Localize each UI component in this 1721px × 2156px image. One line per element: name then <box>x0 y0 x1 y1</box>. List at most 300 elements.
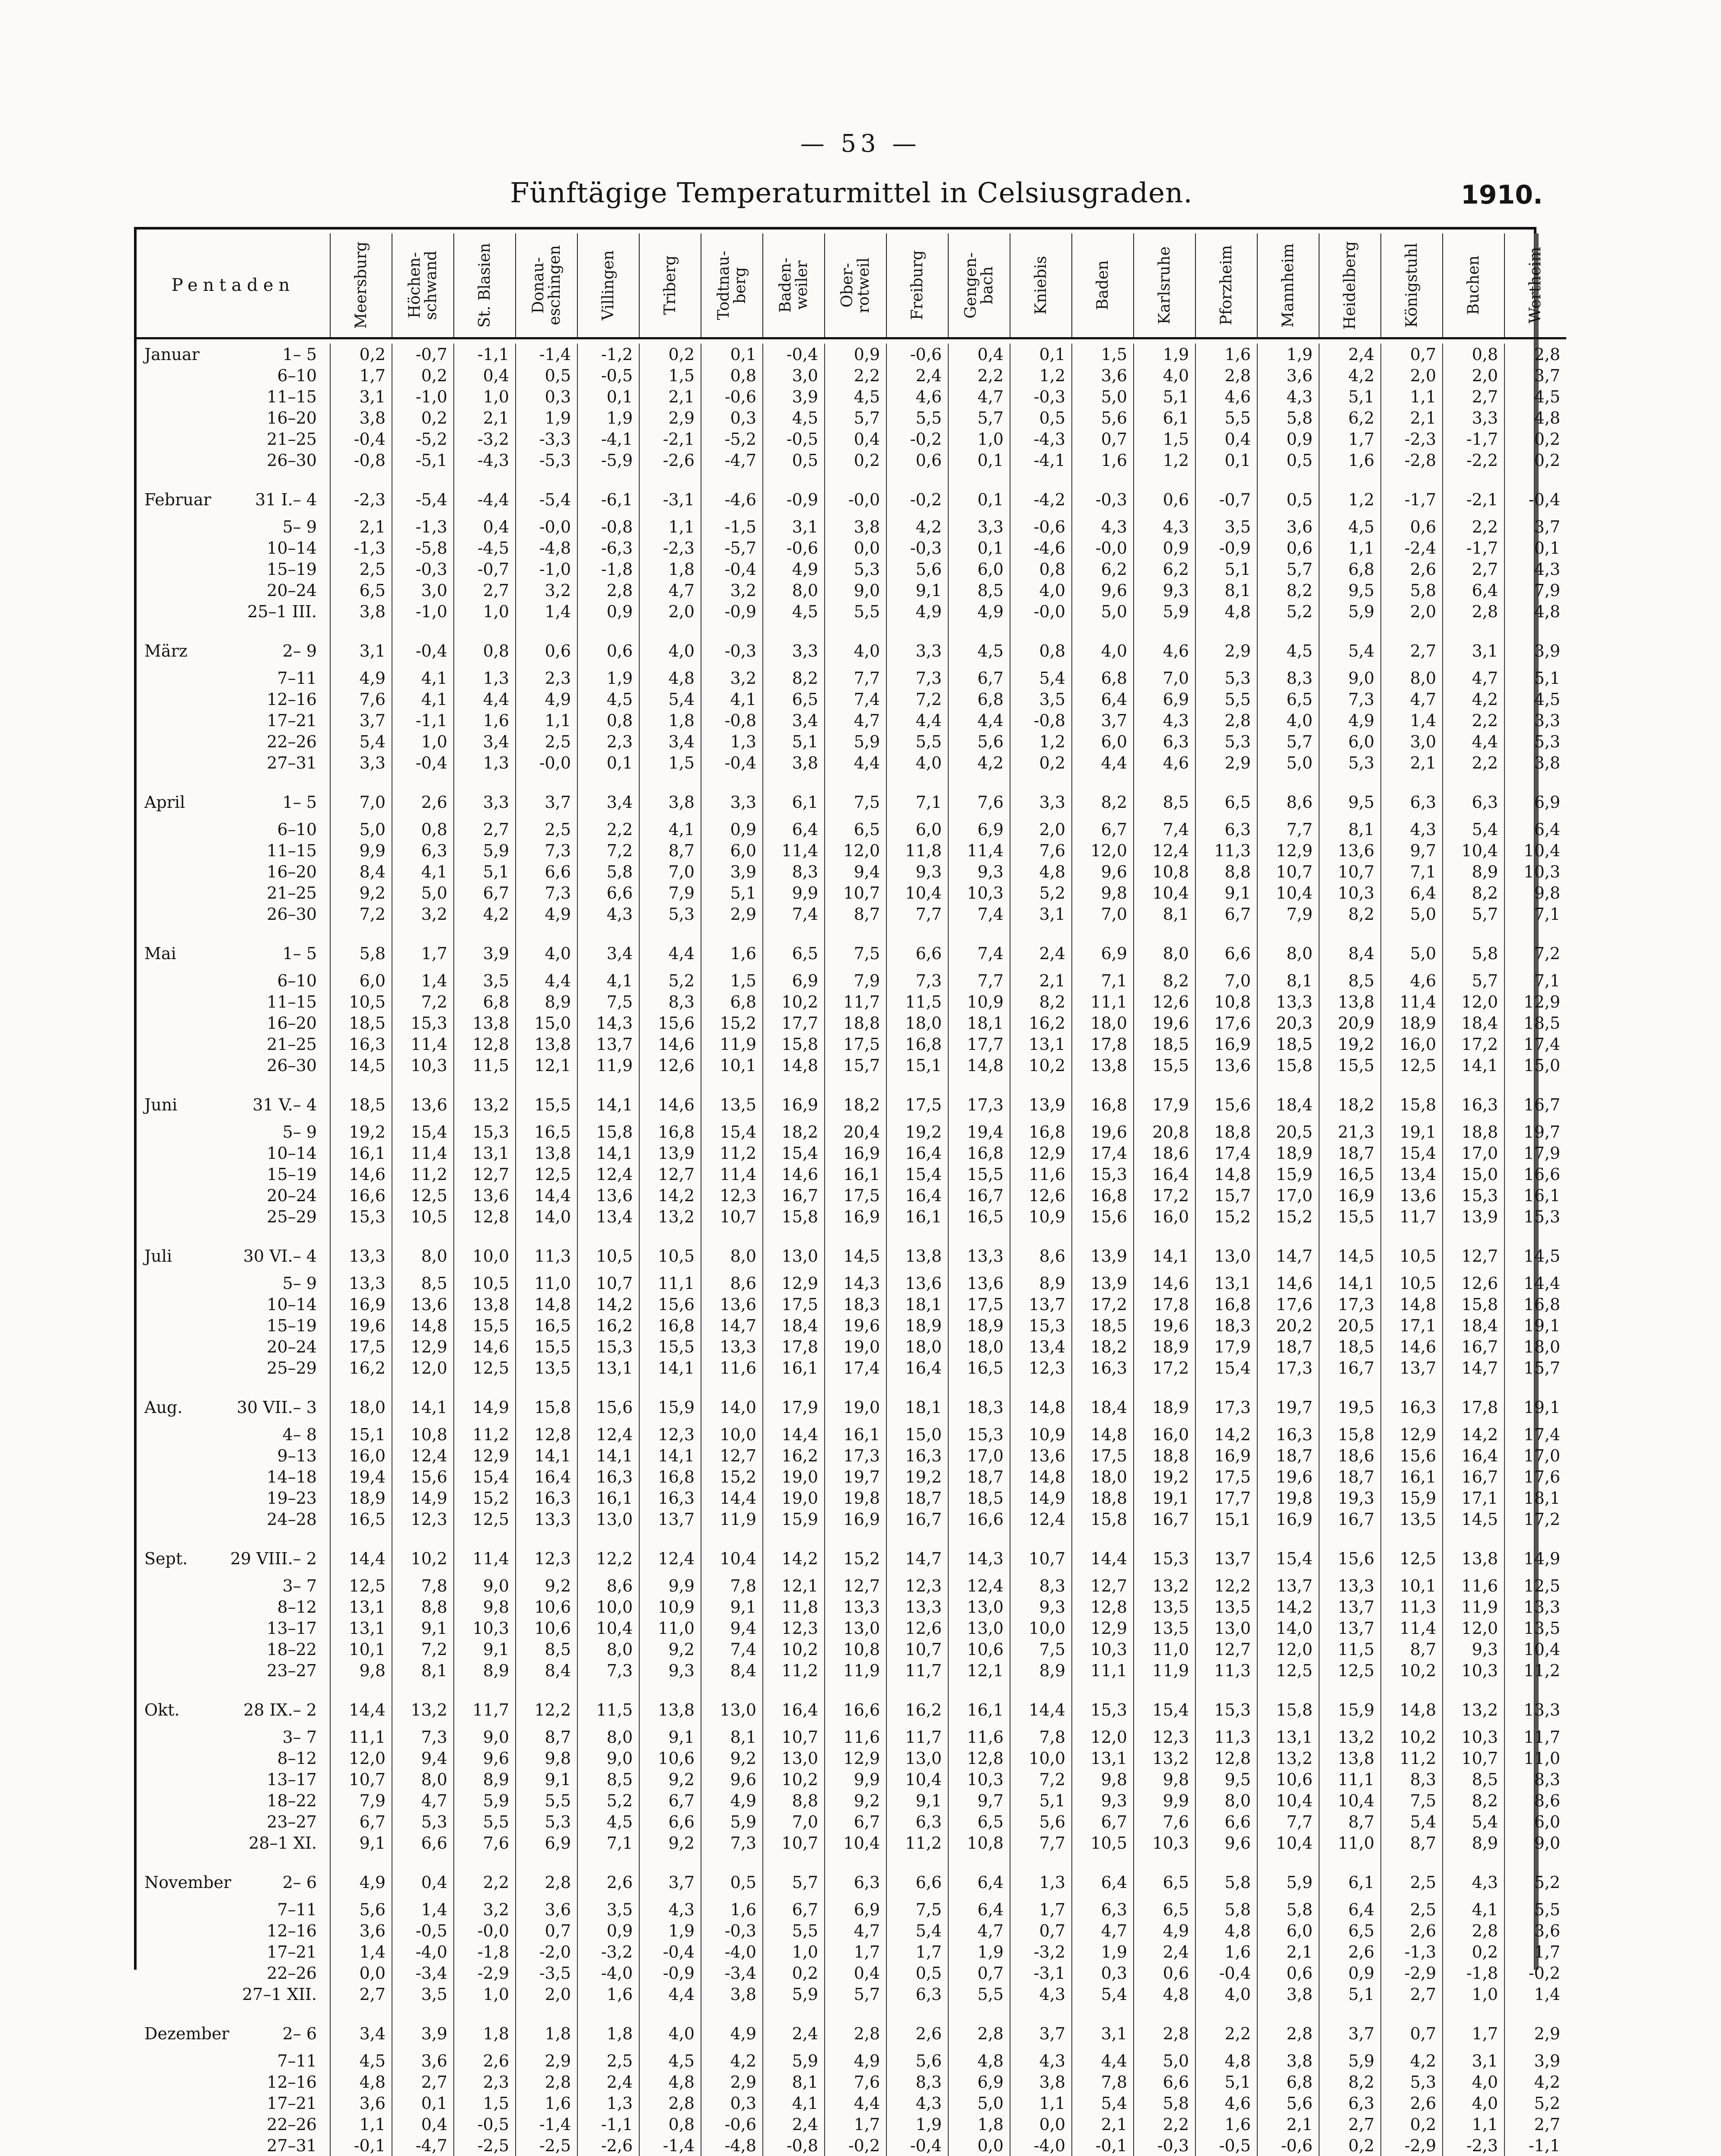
temperature-cell: 18,8 <box>1134 1445 1195 1466</box>
temperature-cell: 17,7 <box>1195 1487 1257 1509</box>
temperature-cell: 14,8 <box>1381 1294 1443 1315</box>
temperature-cell: 5,0 <box>1134 2050 1195 2071</box>
table-row <box>137 1445 1566 1466</box>
pentad-label <box>137 710 330 731</box>
temperature-cell: 1,7 <box>1504 1941 1566 1962</box>
pentad-label <box>137 516 330 537</box>
temperature-cell: 20,2 <box>1257 1315 1319 1336</box>
temperature-cell: 17,5 <box>948 1294 1010 1315</box>
temperature-cell: 13,6 <box>1010 1445 1072 1466</box>
pentad-label <box>137 2050 330 2071</box>
temperature-cell: 6,3 <box>825 1853 886 1899</box>
temperature-cell: 2,9 <box>639 407 701 428</box>
temperature-cell: 13,1 <box>1195 1273 1257 1294</box>
temperature-cell: 15,8 <box>1257 1681 1319 1726</box>
temperature-cell: 12,6 <box>1134 991 1195 1012</box>
temperature-cell: 10,5 <box>577 1227 639 1273</box>
station-header <box>1010 233 1072 338</box>
temperature-cell: 4,0 <box>825 622 886 667</box>
temperature-cell: 12,8 <box>1195 1748 1257 1769</box>
pentad-label <box>137 1121 330 1142</box>
temperature-cell: 0,1 <box>1010 344 1072 365</box>
temperature-cell: 3,4 <box>763 710 825 731</box>
temperature-cell: 10,4 <box>1134 882 1195 903</box>
temperature-cell: 3,7 <box>330 710 392 731</box>
temperature-cell: 15,8 <box>1072 1509 1134 1530</box>
temperature-cell: 8,0 <box>577 1726 639 1748</box>
temperature-cell: -0,8 <box>577 516 639 537</box>
temperature-cell: 1,9 <box>886 2114 948 2135</box>
temperature-cell: 11,6 <box>1443 1575 1504 1596</box>
temperature-cell: 8,2 <box>1010 991 1072 1012</box>
temperature-cell: 0,8 <box>1443 344 1504 365</box>
table-row <box>137 450 1566 471</box>
temperature-cell: 5,1 <box>454 861 516 882</box>
temperature-cell: 13,1 <box>1257 1726 1319 1748</box>
temperature-cell: 19,6 <box>1134 1315 1195 1336</box>
temperature-cell: 12,0 <box>825 840 886 861</box>
temperature-cell: 14,1 <box>639 1357 701 1378</box>
temperature-cell: 18,2 <box>1072 1336 1134 1357</box>
temperature-cell: 13,7 <box>1319 1617 1381 1639</box>
temperature-cell: 20,9 <box>1319 1012 1381 1033</box>
temperature-cell: 19,0 <box>825 1336 886 1357</box>
temperature-cell: 0,6 <box>1134 471 1195 516</box>
temperature-cell: 7,3 <box>701 1832 763 1853</box>
temperature-cell: 2,7 <box>330 1984 392 2005</box>
temperature-cell: -0,9 <box>639 1962 701 1984</box>
temperature-cell: -4,0 <box>701 1941 763 1962</box>
temperature-cell: 4,2 <box>1381 2050 1443 2071</box>
temperature-cell: 12,0 <box>1443 1617 1504 1639</box>
pentad-range: 11–15 <box>267 992 330 1011</box>
temperature-cell: -2,6 <box>639 450 701 471</box>
station-name: Königstuhl <box>1404 243 1420 328</box>
temperature-cell: -1,4 <box>639 2135 701 2156</box>
temperature-cell: 7,7 <box>1257 1811 1319 1832</box>
temperature-cell: 12,0 <box>1443 991 1504 1012</box>
temperature-cell: 10,8 <box>1134 861 1195 882</box>
temperature-cell: 15,0 <box>516 1012 577 1033</box>
temperature-cell: -0,3 <box>1072 471 1134 516</box>
temperature-cell: 4,2 <box>948 752 1010 773</box>
temperature-cell: 4,2 <box>1504 2071 1566 2092</box>
temperature-cell: 5,0 <box>392 882 454 903</box>
temperature-cell: 12,8 <box>454 1206 516 1227</box>
temperature-cell: -0,7 <box>1195 471 1257 516</box>
temperature-cell: 8,9 <box>516 991 577 1012</box>
pentad-label <box>137 1681 330 1726</box>
temperature-cell: 1,1 <box>1381 386 1443 407</box>
temperature-cell: 8,2 <box>1443 882 1504 903</box>
temperature-cell: 4,9 <box>701 1790 763 1811</box>
temperature-cell: 13,4 <box>1010 1336 1072 1357</box>
temperature-cell: 3,2 <box>454 1899 516 1920</box>
temperature-cell: 15,4 <box>763 1142 825 1164</box>
temperature-cell: 11,4 <box>701 1164 763 1185</box>
temperature-cell: -1,2 <box>577 344 639 365</box>
temperature-cell: 4,4 <box>1072 752 1134 773</box>
temperature-cell: 1,4 <box>1504 1984 1566 2005</box>
temperature-cell: 7,6 <box>330 689 392 710</box>
temperature-cell: 0,4 <box>392 1853 454 1899</box>
pentad-label <box>137 882 330 903</box>
temperature-cell: 7,2 <box>1010 1769 1072 1790</box>
temperature-cell: 5,0 <box>1257 752 1319 773</box>
pentad-label <box>137 537 330 558</box>
temperature-cell: 12,7 <box>454 1164 516 1185</box>
temperature-cell: 7,5 <box>1010 1639 1072 1660</box>
pentad-range: 1– 5 <box>283 793 330 812</box>
temperature-cell: 9,3 <box>1072 1790 1134 1811</box>
table-row <box>137 1639 1566 1660</box>
temperature-cell: 0,7 <box>1381 344 1443 365</box>
temperature-cell: 10,4 <box>1443 840 1504 861</box>
temperature-cell: 16,4 <box>1443 1445 1504 1466</box>
temperature-cell: -1,0 <box>392 386 454 407</box>
temperature-cell: 16,9 <box>763 1076 825 1121</box>
temperature-cell: 0,2 <box>1504 428 1566 450</box>
temperature-cell: 2,7 <box>1504 2114 1566 2135</box>
pentad-range: 10–14 <box>267 539 330 558</box>
temperature-cell: 15,5 <box>1319 1206 1381 1227</box>
temperature-cell: 6,5 <box>1257 689 1319 710</box>
pentad-range: 15–19 <box>267 560 330 579</box>
temperature-cell: 3,8 <box>1504 752 1566 773</box>
temperature-cell: 2,1 <box>330 516 392 537</box>
temperature-cell: 10,2 <box>1010 1055 1072 1076</box>
temperature-cell: 5,8 <box>1195 1853 1257 1899</box>
temperature-cell: 4,7 <box>948 1920 1010 1941</box>
temperature-cell: 13,6 <box>948 1273 1010 1294</box>
pentad-range: 7–11 <box>277 2051 330 2070</box>
temperature-cell: 17,7 <box>763 1012 825 1033</box>
temperature-cell: 10,7 <box>701 1206 763 1227</box>
pentad-range: 1– 5 <box>283 345 330 364</box>
temperature-cell: 18,1 <box>886 1294 948 1315</box>
temperature-cell: 16,6 <box>1504 1164 1566 1185</box>
temperature-cell: 15,9 <box>1257 1164 1319 1185</box>
table-row <box>137 710 1566 731</box>
pentad-range: 2– 9 <box>283 641 330 660</box>
temperature-cell: 14,1 <box>577 1445 639 1466</box>
temperature-cell: 2,7 <box>1381 622 1443 667</box>
temperature-cell: 18,9 <box>886 1315 948 1336</box>
temperature-cell: 0,9 <box>701 819 763 840</box>
temperature-table <box>137 233 1566 2156</box>
temperature-cell: 6,1 <box>1319 1853 1381 1899</box>
temperature-cell: 17,3 <box>1257 1357 1319 1378</box>
temperature-cell: 4,6 <box>1195 386 1257 407</box>
temperature-cell: 12,2 <box>1195 1575 1257 1596</box>
temperature-cell: 12,3 <box>1134 1726 1195 1748</box>
temperature-cell: 15,8 <box>1257 1055 1319 1076</box>
temperature-cell: 4,0 <box>1443 2092 1504 2114</box>
temperature-cell: 17,3 <box>825 1445 886 1466</box>
pentad-range: 20–24 <box>267 581 330 600</box>
temperature-cell: 18,7 <box>1257 1445 1319 1466</box>
temperature-cell: 6,4 <box>948 1899 1010 1920</box>
temperature-cell: 4,8 <box>639 2071 701 2092</box>
temperature-cell: 7,3 <box>886 970 948 991</box>
temperature-cell: -4,5 <box>454 537 516 558</box>
temperature-cell: 16,6 <box>948 1509 1010 1530</box>
temperature-cell: -4,0 <box>1010 2135 1072 2156</box>
temperature-cell: 18,3 <box>1195 1315 1257 1336</box>
temperature-cell: 5,6 <box>886 558 948 580</box>
pentad-label <box>137 819 330 840</box>
temperature-cell: -5,2 <box>392 428 454 450</box>
temperature-cell: 9,4 <box>392 1748 454 1769</box>
pentad-label <box>137 1033 330 1055</box>
temperature-cell: 17,5 <box>825 1033 886 1055</box>
pentad-range: 21–25 <box>267 883 330 903</box>
temperature-cell: -2,3 <box>1443 2135 1504 2156</box>
temperature-cell: 18,9 <box>1381 1012 1443 1033</box>
temperature-cell: 0,4 <box>454 516 516 537</box>
station-header <box>1443 233 1504 338</box>
temperature-cell: 11,5 <box>577 1681 639 1726</box>
temperature-cell: 2,9 <box>516 2050 577 2071</box>
temperature-cell: 8,7 <box>1319 1811 1381 1832</box>
temperature-cell: 10,6 <box>516 1596 577 1617</box>
temperature-cell: 5,6 <box>1072 407 1134 428</box>
table-row <box>137 428 1566 450</box>
temperature-cell: 8,1 <box>1257 970 1319 991</box>
temperature-cell: 3,2 <box>392 903 454 925</box>
temperature-cell: 2,4 <box>577 2071 639 2092</box>
pentad-range: 27–31 <box>267 2136 330 2155</box>
temperature-cell: 3,8 <box>639 773 701 819</box>
table-row <box>137 1984 1566 2005</box>
temperature-cell: 5,9 <box>825 731 886 752</box>
temperature-cell: 10,5 <box>454 1273 516 1294</box>
temperature-cell: 3,5 <box>392 1984 454 2005</box>
temperature-cell: -2,1 <box>639 428 701 450</box>
temperature-cell: 6,3 <box>886 1811 948 1832</box>
temperature-cell: 14,0 <box>516 1206 577 1227</box>
temperature-cell: 1,5 <box>1134 428 1195 450</box>
table-row <box>137 667 1566 689</box>
temperature-cell: 6,4 <box>1381 882 1443 903</box>
temperature-cell: 16,1 <box>330 1142 392 1164</box>
pentad-label <box>137 2005 330 2050</box>
temperature-cell: 4,3 <box>1257 386 1319 407</box>
temperature-cell: 2,6 <box>1319 1941 1381 1962</box>
temperature-cell: 7,2 <box>392 991 454 1012</box>
temperature-cell: 15,0 <box>1443 1164 1504 1185</box>
temperature-cell: 10,1 <box>330 1639 392 1660</box>
temperature-cell: 2,6 <box>1381 2092 1443 2114</box>
temperature-cell: 13,3 <box>1504 1681 1566 1726</box>
temperature-cell: 6,3 <box>1381 773 1443 819</box>
temperature-cell: 7,1 <box>577 1832 639 1853</box>
temperature-cell: 8,7 <box>825 903 886 925</box>
temperature-cell: 15,7 <box>1195 1185 1257 1206</box>
pentad-label <box>137 1509 330 1530</box>
temperature-cell: -0,5 <box>577 365 639 386</box>
temperature-cell: 18,3 <box>825 1294 886 1315</box>
station-header <box>763 233 825 338</box>
temperature-cell: 13,7 <box>1319 1596 1381 1617</box>
temperature-cell: 16,1 <box>1504 1185 1566 1206</box>
temperature-cell: 5,5 <box>886 407 948 428</box>
pentad-label <box>137 1076 330 1121</box>
pentad-label <box>137 407 330 428</box>
temperature-cell: 13,5 <box>701 1076 763 1121</box>
temperature-cell: 15,3 <box>454 1121 516 1142</box>
temperature-cell: 2,5 <box>577 2050 639 2071</box>
temperature-cell: 4,8 <box>1195 601 1257 622</box>
temperature-cell: 11,1 <box>639 1273 701 1294</box>
temperature-cell: 4,6 <box>1134 752 1195 773</box>
pentad-label <box>137 1142 330 1164</box>
table-row <box>137 622 1566 667</box>
temperature-cell: 16,3 <box>1381 1378 1443 1424</box>
temperature-cell: 6,3 <box>1443 773 1504 819</box>
temperature-cell: -0,6 <box>763 537 825 558</box>
temperature-cell: 8,9 <box>1443 861 1504 882</box>
temperature-cell: 6,4 <box>1319 1899 1381 1920</box>
temperature-cell: 16,9 <box>1319 1185 1381 1206</box>
temperature-cell: 21,3 <box>1319 1121 1381 1142</box>
temperature-cell: 5,2 <box>1504 1853 1566 1899</box>
temperature-cell: 12,5 <box>516 1164 577 1185</box>
temperature-cell: 7,3 <box>516 840 577 861</box>
temperature-cell: 14,2 <box>577 1294 639 1315</box>
pentad-range: 11–15 <box>267 841 330 860</box>
temperature-cell: -1,3 <box>392 516 454 537</box>
temperature-cell: 11,5 <box>454 1055 516 1076</box>
table-row <box>137 991 1566 1012</box>
temperature-cell: 15,4 <box>1257 1530 1319 1575</box>
temperature-cell: 9,3 <box>948 861 1010 882</box>
temperature-cell: 5,4 <box>1072 2092 1134 2114</box>
temperature-cell: 1,9 <box>577 667 639 689</box>
table-row <box>137 1596 1566 1617</box>
temperature-cell: 4,9 <box>516 689 577 710</box>
temperature-cell: 1,0 <box>454 386 516 407</box>
temperature-cell: 6,0 <box>701 840 763 861</box>
pentad-label <box>137 2135 330 2156</box>
temperature-cell: 4,6 <box>1195 2092 1257 2114</box>
temperature-cell: 6,5 <box>330 580 392 601</box>
station-name: Kniebis <box>1033 256 1049 315</box>
table-row <box>137 1185 1566 1206</box>
temperature-cell: 17,0 <box>1504 1445 1566 1466</box>
temperature-cell: 10,8 <box>1195 991 1257 1012</box>
temperature-cell: 19,7 <box>1257 1378 1319 1424</box>
temperature-cell: 7,2 <box>1504 925 1566 970</box>
temperature-cell: 3,6 <box>1504 1920 1566 1941</box>
temperature-cell: -4,8 <box>701 2135 763 2156</box>
temperature-cell: 17,1 <box>1443 1487 1504 1509</box>
temperature-cell: 1,7 <box>825 2114 886 2135</box>
temperature-cell: 13,2 <box>392 1681 454 1726</box>
temperature-cell: -5,9 <box>577 450 639 471</box>
temperature-cell: 13,8 <box>454 1012 516 1033</box>
temperature-cell: 2,8 <box>1195 710 1257 731</box>
pentad-label <box>137 1748 330 1769</box>
temperature-cell: 2,0 <box>516 1984 577 2005</box>
pentad-label <box>137 1487 330 1509</box>
table-row <box>137 365 1566 386</box>
temperature-cell: 16,8 <box>1072 1076 1134 1121</box>
temperature-cell: 0,6 <box>1381 516 1443 537</box>
pentad-label <box>137 558 330 580</box>
temperature-cell: 16,8 <box>639 1315 701 1336</box>
station-header <box>1134 233 1195 338</box>
temperature-cell: 6,6 <box>886 1853 948 1899</box>
temperature-cell: 18,4 <box>1257 1076 1319 1121</box>
temperature-cell: 1,6 <box>1195 1941 1257 1962</box>
temperature-cell: 0,3 <box>701 2092 763 2114</box>
temperature-cell: 15,5 <box>1134 1055 1195 1076</box>
station-header <box>1504 233 1566 338</box>
temperature-cell: 3,8 <box>701 1984 763 2005</box>
temperature-cell: -2,5 <box>516 2135 577 2156</box>
temperature-cell: 3,8 <box>330 601 392 622</box>
temperature-cell: 5,2 <box>1257 601 1319 622</box>
temperature-cell: 10,5 <box>392 1206 454 1227</box>
temperature-cell: 13,0 <box>1195 1617 1257 1639</box>
temperature-cell: 5,8 <box>1443 925 1504 970</box>
temperature-cell: 6,4 <box>1443 580 1504 601</box>
temperature-cell: 8,0 <box>701 1227 763 1273</box>
temperature-cell: 17,4 <box>1504 1424 1566 1445</box>
temperature-cell: 2,0 <box>639 601 701 622</box>
temperature-cell: 19,2 <box>330 1121 392 1142</box>
table-row <box>137 1509 1566 1530</box>
temperature-cell: 14,1 <box>1319 1273 1381 1294</box>
temperature-cell: 14,1 <box>577 1142 639 1164</box>
temperature-cell: 15,2 <box>1195 1206 1257 1227</box>
temperature-cell: 8,4 <box>330 861 392 882</box>
temperature-cell: 5,6 <box>330 1899 392 1920</box>
temperature-cell: 10,3 <box>948 882 1010 903</box>
temperature-cell: 10,8 <box>392 1424 454 1445</box>
pentad-label <box>137 1206 330 1227</box>
temperature-cell: -0,4 <box>1195 1962 1257 1984</box>
temperature-cell: 2,4 <box>886 365 948 386</box>
temperature-cell: 6,5 <box>1195 773 1257 819</box>
temperature-cell: 12,1 <box>948 1660 1010 1681</box>
temperature-cell: 0,5 <box>886 1962 948 1984</box>
temperature-cell: 10,4 <box>886 882 948 903</box>
temperature-cell: 5,2 <box>1010 882 1072 903</box>
temperature-cell: 14,3 <box>577 1012 639 1033</box>
pentad-range: 5– 9 <box>283 1274 330 1293</box>
temperature-cell: 7,9 <box>639 882 701 903</box>
temperature-cell: 5,1 <box>1134 386 1195 407</box>
temperature-cell: 3,9 <box>701 861 763 882</box>
temperature-cell: 11,1 <box>1072 1660 1134 1681</box>
temperature-cell: 7,4 <box>1134 819 1195 840</box>
temperature-cell: 18,5 <box>1072 1315 1134 1336</box>
temperature-cell: 7,8 <box>701 1575 763 1596</box>
temperature-cell: 5,2 <box>639 970 701 991</box>
temperature-cell: 2,0 <box>1381 601 1443 622</box>
temperature-cell: 19,3 <box>1319 1487 1381 1509</box>
table-row <box>137 1575 1566 1596</box>
temperature-cell: 13,3 <box>948 1227 1010 1273</box>
temperature-cell: 8,0 <box>1195 1790 1257 1811</box>
temperature-cell: 9,3 <box>1443 1639 1504 1660</box>
pentad-range: 15–19 <box>267 1316 330 1335</box>
temperature-cell: 17,4 <box>1072 1142 1134 1164</box>
temperature-cell: 5,4 <box>1443 1811 1504 1832</box>
temperature-cell: 16,7 <box>1504 1076 1566 1121</box>
